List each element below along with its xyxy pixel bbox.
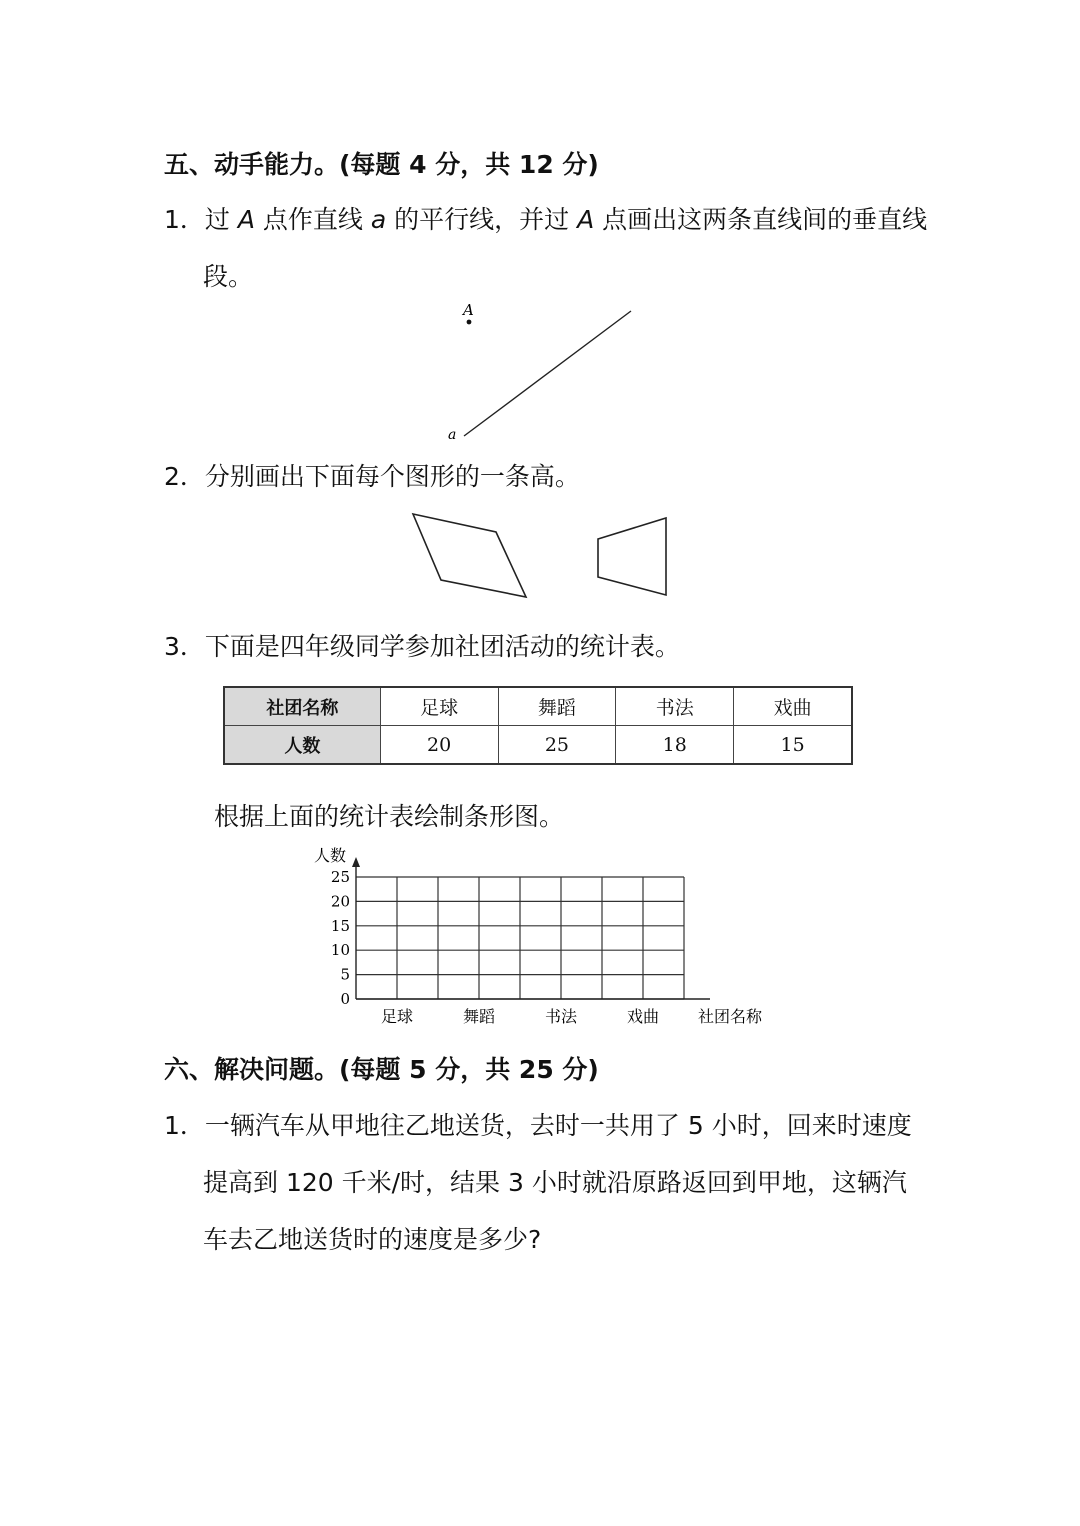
y-axis-arrow bbox=[352, 857, 360, 867]
q-text: 点作直线 bbox=[254, 205, 371, 234]
x-category-label: 戏曲 bbox=[626, 1007, 660, 1026]
parallelogram-shape bbox=[413, 514, 526, 597]
question-6-1-line1: 1．一辆汽车从甲地往乙地送货，去时一共用了 5 小时，回来时速度 bbox=[164, 1111, 912, 1140]
question-6-1-line2: 提高到 120 千米/时，结果 3 小时就沿原路返回到甲地，这辆汽 bbox=[203, 1168, 907, 1197]
table-cell-club: 戏曲 bbox=[734, 687, 852, 726]
figure-shapes bbox=[400, 505, 680, 605]
table-row bbox=[224, 687, 852, 726]
trapezoid-shape bbox=[598, 518, 666, 595]
question-6-1-line3: 车去乙地送货时的速度是多少? bbox=[203, 1225, 542, 1254]
table-cell-count: 18 bbox=[616, 726, 734, 765]
y-tick-label: 5 bbox=[340, 965, 350, 984]
y-tick-label: 10 bbox=[330, 941, 350, 960]
table-header-cell: 人数 bbox=[224, 726, 380, 765]
y-tick-label: 15 bbox=[330, 916, 350, 935]
point-name: A bbox=[237, 205, 255, 234]
point-name: A bbox=[577, 205, 595, 234]
q-text: 的平行线，并过 bbox=[386, 205, 578, 234]
table-cell-count: 15 bbox=[734, 726, 852, 765]
section6-title: 六、解决问题。(每题 5 分，共 25 分) bbox=[164, 1055, 599, 1084]
y-tick-label: 20 bbox=[330, 892, 350, 911]
table-cell-count: 20 bbox=[380, 726, 498, 765]
line-a bbox=[464, 311, 631, 436]
table-cell-club: 足球 bbox=[380, 687, 498, 726]
chart-instruction: 根据上面的统计表绘制条形图。 bbox=[214, 802, 565, 831]
club-statistics-table bbox=[223, 686, 853, 765]
y-axis-label: 人数 bbox=[313, 846, 347, 865]
section5-title: 五、动手能力。(每题 4 分，共 12 分) bbox=[164, 150, 599, 179]
line-label: a bbox=[448, 427, 457, 443]
table-cell-club: 书法 bbox=[616, 687, 734, 726]
question-5-1-cont: 段。 bbox=[203, 262, 254, 291]
question-5-3: 3．下面是四年级同学参加社团活动的统计表。 bbox=[164, 632, 680, 661]
x-category-label: 足球 bbox=[380, 1007, 414, 1026]
table-row bbox=[224, 726, 852, 765]
q-text: 点画出这两条直线间的垂直线 bbox=[594, 205, 928, 234]
x-category-label: 书法 bbox=[544, 1007, 578, 1026]
q-text: 1． bbox=[164, 205, 205, 234]
question-5-2: 2．分别画出下面每个图形的一条高。 bbox=[164, 462, 580, 491]
figure-point-line bbox=[430, 295, 650, 445]
table-header-cell: 社团名称 bbox=[224, 687, 380, 726]
q-text: 过 bbox=[204, 205, 238, 234]
x-axis-label: 社团名称 bbox=[697, 1007, 763, 1026]
bar-chart bbox=[300, 838, 780, 1033]
question-5-1 bbox=[164, 200, 927, 236]
point-label: A bbox=[463, 301, 474, 319]
point-a bbox=[467, 320, 472, 325]
line-name: a bbox=[370, 205, 387, 234]
table-cell-count: 25 bbox=[498, 726, 616, 765]
x-category-label: 舞蹈 bbox=[462, 1007, 496, 1026]
y-tick-label: 0 bbox=[340, 990, 350, 1008]
table-cell-club: 舞蹈 bbox=[498, 687, 616, 726]
y-tick-label: 25 bbox=[330, 868, 350, 886]
